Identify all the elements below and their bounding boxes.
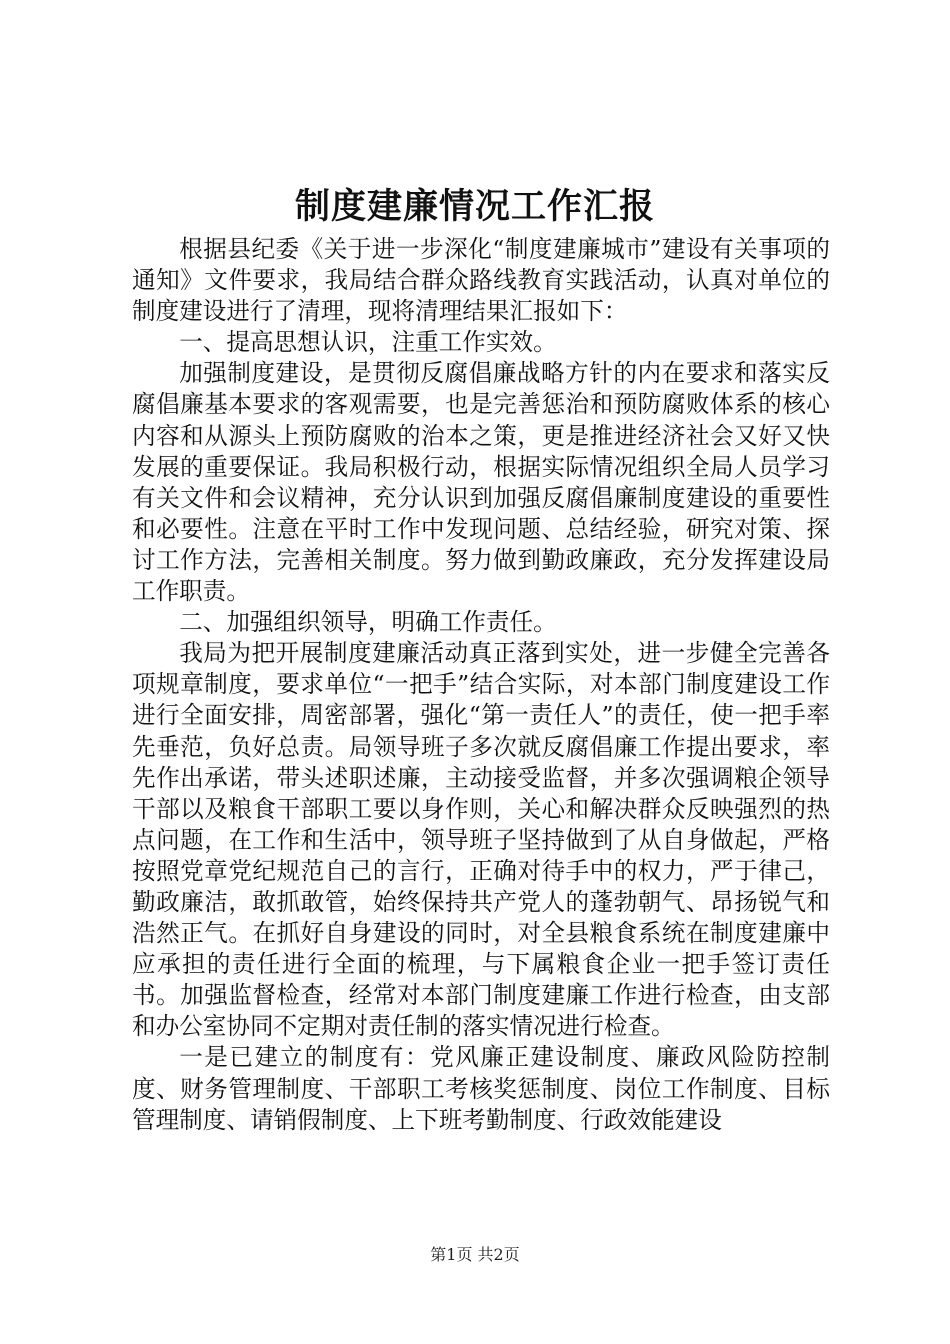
paragraph-established-systems: 一是已建立的制度有：党风廉正建设制度、廉政风险防控制度、财务管理制度、干部职工考核奖惩制度、岗位工作制度、目标管理制度、请销假制度、上下班考勤制度、行政效能建设 <box>132 1043 830 1134</box>
document-title: 制度建廉情况工作汇报 <box>294 186 655 227</box>
section-heading-2: 二、加强组织领导，明确工作责任。 <box>179 608 557 637</box>
page-footer: 第1页 共2页 <box>430 1245 520 1264</box>
paragraph-intro: 根据县纪委《关于进一步深化“制度建廉城市”建设有关事项的通知》文件要求，我局结合群众路线教育实践活动，认真对单位的制度建设进行了清理，现将清理结果汇报如下： <box>132 235 830 326</box>
paragraph-section-1: 加强制度建设，是贯彻反腐倡廉战略方针的内在要求和落实反腐倡廉基本要求的客观需要，也是完善惩治和预防腐败体系的核心内容和从源头上预防腐败的治本之策，更是推进经济社会又好又快发展的重要保证。我局积极行动，根据实际情况组织全局人员学习有关文件和会议精神，充分认识到加强反腐倡廉制度建设的重要性和必要性。注意在平时工作中发现问题、总结经验，研究对策、探讨工作方法，完善相关制度。努力做到勤政廉政，充分发挥建设局工作职责。 <box>132 359 830 606</box>
paragraph-section-2: 我局为把开展制度建廉活动真正落到实处，进一步健全完善各项规章制度，要求单位“一把手”结合实际，对本部门制度建设工作进行全面安排，周密部署，强化“第一责任人”的责任，使一把手率先垂范，负好总责。局领导班子多次就反腐倡廉工作提出要求，率先作出承诺，带头述职述廉，主动接受监督，并多次强调粮企领导干部以及粮食干部职工要以身作则，关心和解决群众反映强烈的热点问题，在工作和生活中，领导班子坚持做到了从自身做起，严格按照党章党纪规范自己的言行，正确对待手中的权力，严于律己，勤政廉洁，敢抓敢管，始终保持共产党人的蓬勃朝气、昂扬锐气和浩然正气。在抓好自身建设的同时，对全县粮食系统在制度建廉中应承担的责任进行全面的梳理，与下属粮食企业一把手签订责任书。加强监督检查，经常对本部门制度建廉工作进行检查，由支部和办公室协同不定期对责任制的落实情况进行检查。 <box>132 639 830 1041</box>
document-body <box>132 234 830 1136</box>
section-heading-1: 一、提高思想认识，注重工作实效。 <box>179 328 557 357</box>
